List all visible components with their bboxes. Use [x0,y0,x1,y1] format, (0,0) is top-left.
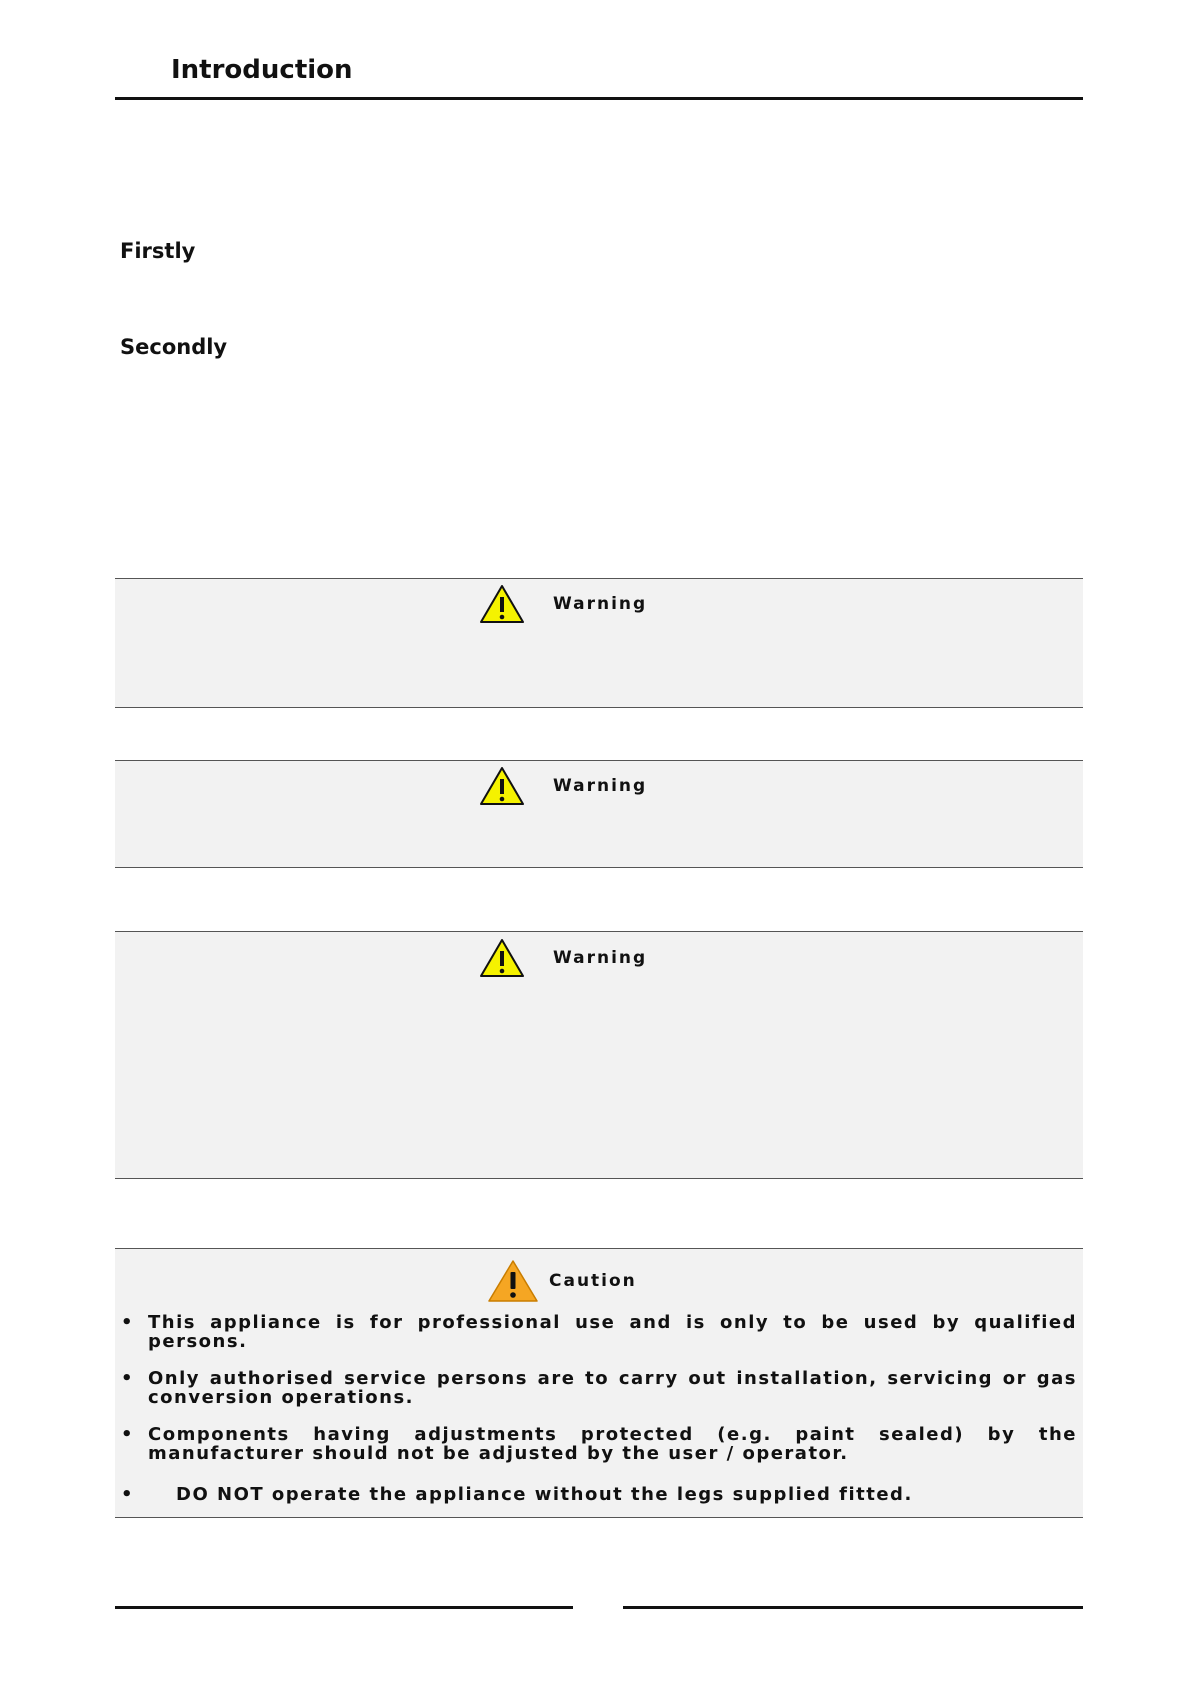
warning-box-1 [115,578,1083,708]
caution-item: • DO NOT operate the appliance without the legs supplied fitted. [121,1484,913,1505]
page-title: Introduction [171,55,353,85]
section-label-secondly: Secondly [120,335,228,359]
warning-box-1-header [479,584,647,624]
caution-item: • Components having adjustments protected (e.g. paint sealed) by the manufacturer should not be adjusted by the user / operator. [121,1424,1077,1464]
caution-box [115,1248,1083,1518]
caution-item: • This appliance is for professional use and is only to be used by qualified persons. [121,1312,1077,1352]
caution-title: Caution [549,1271,637,1291]
warning-box-2-header [479,766,647,806]
bullet-icon: • [121,1424,135,1445]
footer-divider-left [115,1606,573,1609]
bullet-icon: • [121,1484,135,1505]
caution-icon [487,1259,539,1303]
caution-box-header [487,1259,637,1303]
warning-box-3 [115,931,1083,1179]
footer-divider-right [623,1606,1083,1609]
warning-box-3-header [479,938,647,978]
caution-item: • Only authorised service persons are to carry out installation, servicing or gas conversion operations. [121,1368,1077,1408]
section-label-firstly: Firstly [120,239,196,263]
bullet-icon: • [121,1312,135,1333]
warning-title: Warning [553,776,648,796]
header-divider [115,97,1083,100]
warning-title: Warning [553,948,648,968]
caution-list [115,1313,1083,1522]
warning-title: Warning [553,594,648,614]
warning-icon [479,766,525,806]
warning-icon [479,938,525,978]
bullet-icon: • [121,1368,135,1389]
warning-icon [479,584,525,624]
warning-box-2 [115,760,1083,868]
